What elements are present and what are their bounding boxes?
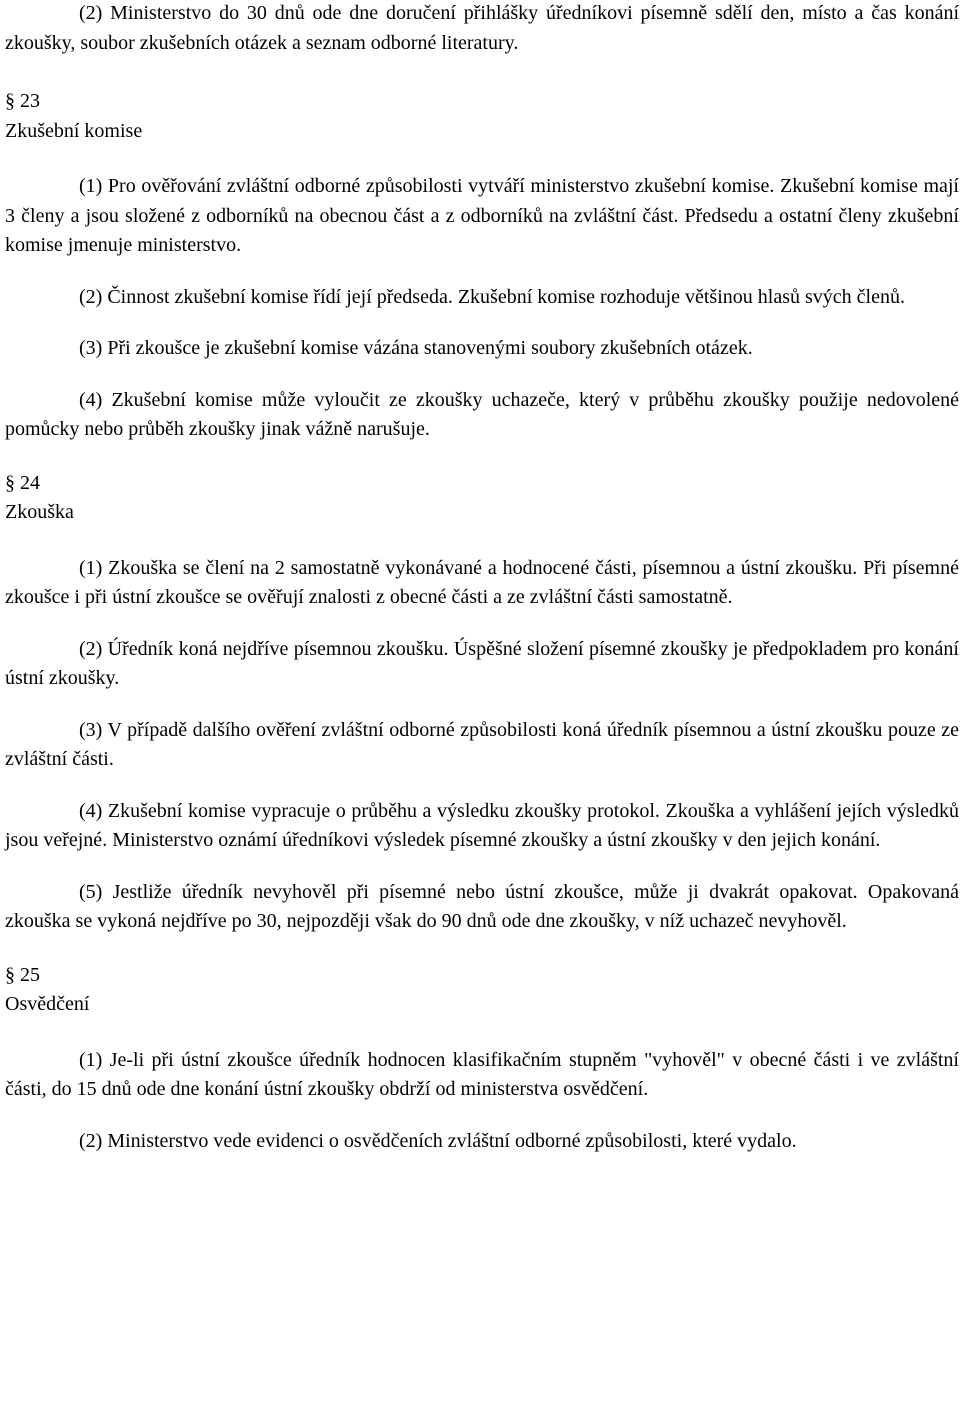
- section-number: § 24: [5, 471, 40, 494]
- paragraph-24-3: (3) V případě dalšího ověření zvláštní odborné způsobilosti koná úředník písemnou a ústní zkoušku pouze ze zvláštní části.: [5, 718, 959, 770]
- paragraph-24-4: (4) Zkušební komise vypracuje o průběhu a výsledku zkoušky protokol. Zkouška a vyhlášení jejích výsledků jsou veřejné. Ministerstvo oznámí úředníkovi výsledek písemné zkoušky a ústní zkoušky v den jejich konání.: [5, 799, 959, 851]
- section-25: [5, 961, 959, 1020]
- paragraph-22-2: (2) Ministerstvo do 30 dnů ode dne doručení přihlášky úředníkovi písemně sdělí den, místo a čas konání zkoušky, soubor zkušebních otázek a seznam odborné literatury.: [5, 2, 959, 54]
- paragraph-23-1: (1) Pro ověřování zvláštní odborné způsobilosti vytváří ministerstvo zkušební komise. Zkušební komise mají 3 členy a jsou složené z odborníků na obecnou část a z odborníků na zvláštní část. Předsedu a ostatní členy zkušební komise jmenuje ministerstvo.: [5, 175, 959, 256]
- paragraph-24-2: (2) Úředník koná nejdříve písemnou zkoušku. Úspěšné složení písemné zkoušky je předpokladem pro konání ústní zkoušky.: [5, 637, 959, 689]
- paragraph-25-1: (1) Je-li při ústní zkoušce úředník hodnocen klasifikačním stupněm "vyhověl" v obecné části i ve zvláštní části, do 15 dnů ode dne konání ústní zkoušky obdrží od ministerstva osvědčení.: [5, 1048, 959, 1100]
- paragraph-25-2: (2) Ministerstvo vede evidenci o osvědčeních zvláštní odborné způsobilosti, které vydalo.: [79, 1129, 797, 1152]
- section-title: Zkouška: [5, 501, 74, 523]
- paragraph-23-4: (4) Zkušební komise může vyloučit ze zkoušky uchazeče, který v průběhu zkoušky použije nedovolené pomůcky nebo průběh zkoušky jinak vážně narušuje.: [5, 388, 959, 440]
- section-title: Osvědčení: [5, 993, 90, 1015]
- paragraph-24-1: (1) Zkouška se člení na 2 samostatně vykonávané a hodnocené části, písemnou a ústní zkoušku. Při písemné zkoušce i při ústní zkoušce se ověřují znalosti z obecné části a ze zvláštní části samostatně.: [5, 556, 959, 608]
- paragraph-23-2: (2) Činnost zkušební komise řídí její předseda. Zkušební komise rozhoduje většinou hlasů svých členů.: [79, 285, 905, 308]
- section-number: § 23: [5, 90, 40, 112]
- paragraph-24-5: (5) Jestliže úředník nevyhověl při písemné nebo ústní zkoušce, může ji dvakrát opakovat. Opakovaná zkouška se vykoná nejdříve po 30, nejpozději však do 90 dnů ode dne zkoušky, v níž uchazeč nevyhověl.: [5, 880, 959, 932]
- section-23: [5, 87, 959, 146]
- section-title: Zkušební komise: [5, 119, 143, 142]
- paragraph-23-3: (3) Při zkoušce je zkušební komise vázána stanovenými soubory zkušebních otázek.: [79, 337, 753, 359]
- section-24: [5, 469, 959, 528]
- section-number: § 25: [5, 963, 40, 986]
